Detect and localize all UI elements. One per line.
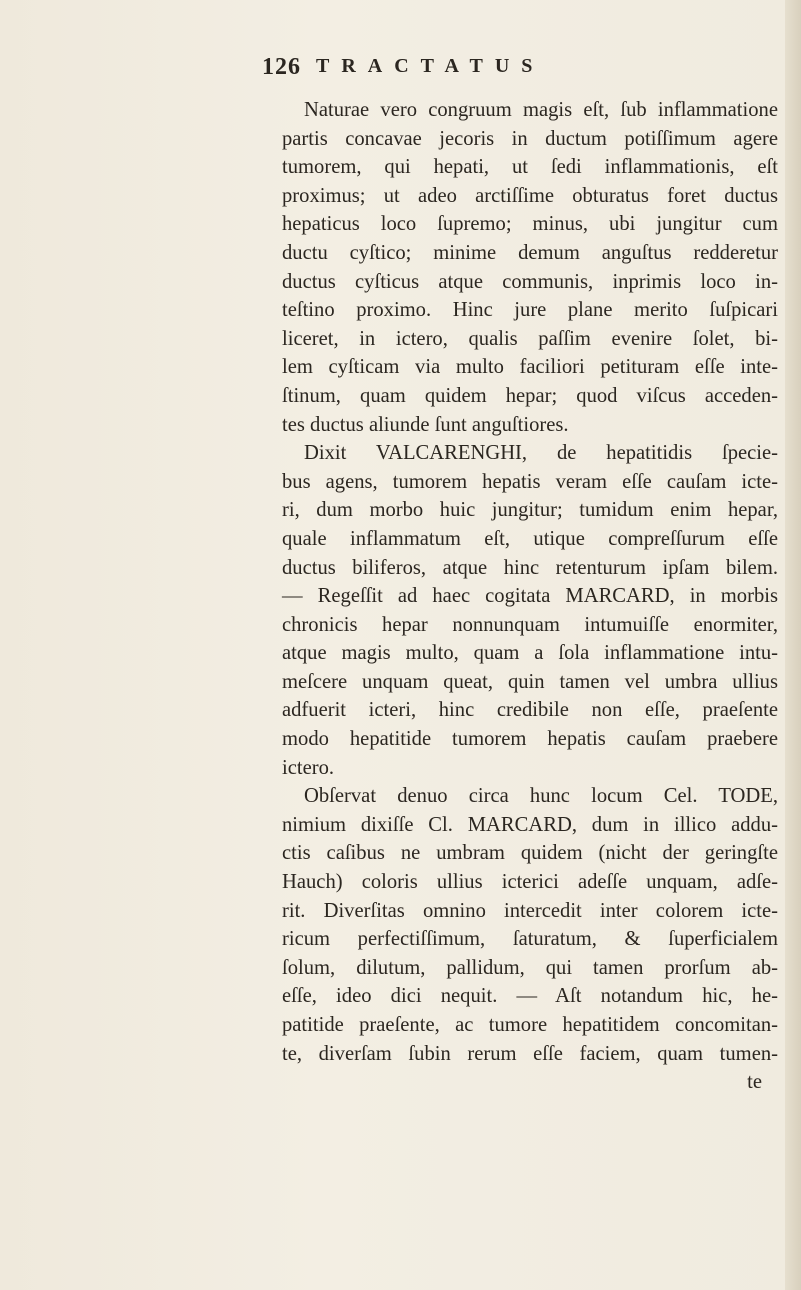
- text-line: ductus biliferos, atque hinc retenturum ipſam bilem.: [282, 556, 778, 579]
- text-line: teſtino proximo. Hinc jure plane merito ſuſpicari: [282, 299, 778, 322]
- text-line: chronicis hepar nonnunquam intumuiſſe enormiter,: [282, 613, 778, 636]
- text-line: bus agens, tumorem hepatis veram eſſe cauſam icte-: [282, 470, 778, 493]
- text-line: patitide praeſente, ac tumore hepatitidem concomitan-: [282, 1014, 778, 1036]
- text-line: tes ductus aliunde ſunt anguſtiores.: [282, 413, 569, 436]
- text-line: Obſervat denuo circa hunc locum Cel. TODE,: [304, 785, 778, 808]
- text-line: meſcere unquam queat, quin tamen vel umbra ullius: [282, 670, 778, 693]
- running-title: TRACTATUS: [316, 55, 545, 77]
- text-line: adfuerit icteri, hinc credibile non eſſe, praeſente: [282, 699, 778, 722]
- page-header: [262, 54, 742, 94]
- text-line: eſſe, ideo dici nequit. — Aſt notandum hic, he-: [282, 985, 778, 1008]
- text-line: ſtinum, quam quidem hepar; quod viſcus acceden-: [282, 384, 778, 407]
- text-line: ctis caſibus ne umbram quidem (nicht der geringſte: [282, 842, 778, 865]
- text-line: nimium dixiſſe Cl. MARCARD, dum in illico addu-: [282, 813, 778, 836]
- text-line: liceret, in ictero, qualis paſſim evenire ſolet, bi-: [282, 327, 778, 350]
- text-line: te, diverſam ſubin rerum eſſe faciem, quam tumen-: [282, 1042, 778, 1065]
- text-line: rit. Diverſitas omnino intercedit inter colorem icte-: [282, 899, 778, 922]
- page-number: 126: [262, 54, 301, 80]
- text-line: Naturae vero congruum magis eſt, ſub inflammatione: [304, 99, 778, 121]
- text-line: atque magis multo, quam a ſola inflammatione intu-: [282, 642, 778, 665]
- body-text: [282, 96, 778, 1097]
- text-line: ſolum, dilutum, pallidum, qui tamen prorſum ab-: [282, 956, 778, 979]
- text-line: ricum perfectiſſimum, ſaturatum, & ſuperficialem: [282, 928, 778, 951]
- page-gutter: [785, 0, 801, 1290]
- text-line: ictero.: [282, 756, 335, 779]
- text-line: lem cyſticam via multo faciliori petituram eſſe inte-: [282, 356, 778, 379]
- text-line: partis concavae jecoris in ductum potiſſimum agere: [282, 127, 778, 150]
- text-line: Hauch) coloris ullius icterici adeſſe unquam, adſe-: [282, 871, 778, 894]
- text-line: Dixit VALCARENGHI, de hepatitidis ſpecie-: [304, 442, 778, 465]
- text-line: ductus cyſticus atque communis, inprimis loco in-: [282, 270, 778, 293]
- text-line: ri, dum morbo huic jungitur; tumidum enim hepar,: [282, 499, 778, 522]
- text-line: — Regeſſit ad haec cogitata MARCARD, in morbis: [282, 585, 778, 608]
- text-line: hepaticus loco ſupremo; minus, ubi jungitur cum: [282, 213, 778, 236]
- text-line: proximus; ut adeo arctiſſime obturatus foret ductus: [282, 184, 778, 207]
- text-line: modo hepatitide tumorem hepatis cauſam praebere: [282, 728, 778, 751]
- text-line: ductu cyſtico; minime demum anguſtus redderetur: [282, 241, 778, 264]
- text-line: tumorem, qui hepati, ut ſedi inflammationis, eſt: [282, 156, 778, 179]
- catchword: te: [747, 1071, 762, 1094]
- text-line: quale inflammatum eſt, utique compreſſurum eſſe: [282, 527, 778, 550]
